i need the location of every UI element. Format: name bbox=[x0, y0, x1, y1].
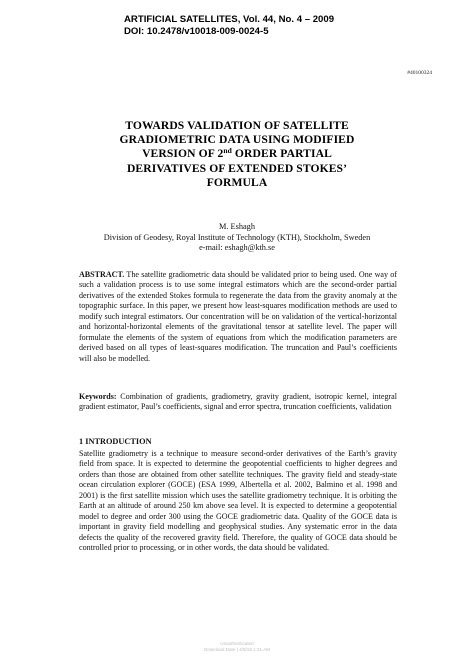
title-line-3 bbox=[40, 147, 434, 161]
journal-citation: ARTIFICIAL SATELLITES, Vol. 44, No. 4 – 2009 bbox=[124, 14, 335, 25]
title-line-5: FORMULA bbox=[206, 175, 268, 189]
download-watermark bbox=[150, 641, 324, 653]
paper-title bbox=[40, 119, 434, 190]
title-line-4: DERIVATIVES OF EXTENDED STOKES’ bbox=[126, 161, 348, 175]
author-block bbox=[40, 222, 434, 254]
title-line-1: TOWARDS VALIDATION OF SATELLITE bbox=[125, 119, 349, 132]
watermark-line-2: Download Date | 4/9/18 1:31 AM bbox=[203, 647, 271, 652]
introduction-text: Satellite gradiometry is a technique to measure second-order derivatives of the Earth’s gravity field from space. It is expected to determine the geopotential coefficients to higher degrees and orders than those are obtained from other satellite techniques. The gravity field and steady-state ocean circulation explorer (GOCE) (ESA 1999, Albertella et al. 2002, Balmino et al. 1998 and 2001) is the first satellite mission which uses the satellite gradiometry technique. It is orbiting the Earth at an altitude of around 250 km above sea level. It is expected to determine a geopotential model to degree and order 300 using the GOCE gradiometric data. Quality of the GOCE data is important in gravity field modelling and geophysical studies. Any systematic error in the data defects the quality of the recovered gravity field. Therefore, the quality of GOCE data should be controlled prior to processing, or in other words, the data should be validated. bbox=[79, 449, 397, 553]
title-line-2: GRADIOMETRIC DATA USING MODIFIED bbox=[119, 133, 355, 147]
abstract-label: ABSTRACT. bbox=[79, 270, 125, 279]
author-email: e-mail: eshagh@kth.se bbox=[199, 243, 275, 253]
watermark-line-1: Unauthenticated bbox=[220, 641, 254, 646]
document-id: #40100324 bbox=[407, 70, 432, 76]
author-name: M. Eshagh bbox=[219, 222, 255, 231]
title-line-3-end: ORDER PARTIAL bbox=[231, 147, 332, 161]
journal-header bbox=[124, 14, 334, 37]
doi-line: DOI: 10.2478/v10018-009-0024-5 bbox=[124, 25, 269, 37]
section-heading-introduction: 1 INTRODUCTION bbox=[79, 437, 152, 446]
keywords bbox=[79, 392, 397, 413]
keywords-text: Combination of gradients, gradiometry, gravity gradient, isotropic kernel, integral gradient estimator, Paul’s coefficients, signal and error spectra, truncation coefficients, validation bbox=[79, 392, 397, 412]
title-line-3-start: VERSION OF 2 bbox=[142, 147, 224, 161]
abstract bbox=[79, 270, 397, 364]
abstract-text: The satellite gradiometric data should be validated prior to being used. One way of such a validation process is to use some integral estimators which are the second-order partial derivatives of the extended Stokes formula to regenerate the data from the gravity anomaly at the topographic surface. In this paper, we present how least-squares modification methods are used to modify such integral estimators. Our concentration will be on validation of the vertical-horizontal and horizontal-horizontal elements of the gravitational tensor at satellite level. The paper will formulate the elements of the system of equations from which the modification parameters are derived based on all types of least-squares modification. The truncation and Paul’s coefficients will also be modelled. bbox=[79, 270, 397, 363]
title-superscript: nd bbox=[223, 146, 232, 156]
author-affiliation: Division of Geodesy, Royal Institute of Technology (KTH), Stockholm, Sweden bbox=[103, 232, 371, 242]
keywords-label: Keywords: bbox=[79, 392, 117, 401]
